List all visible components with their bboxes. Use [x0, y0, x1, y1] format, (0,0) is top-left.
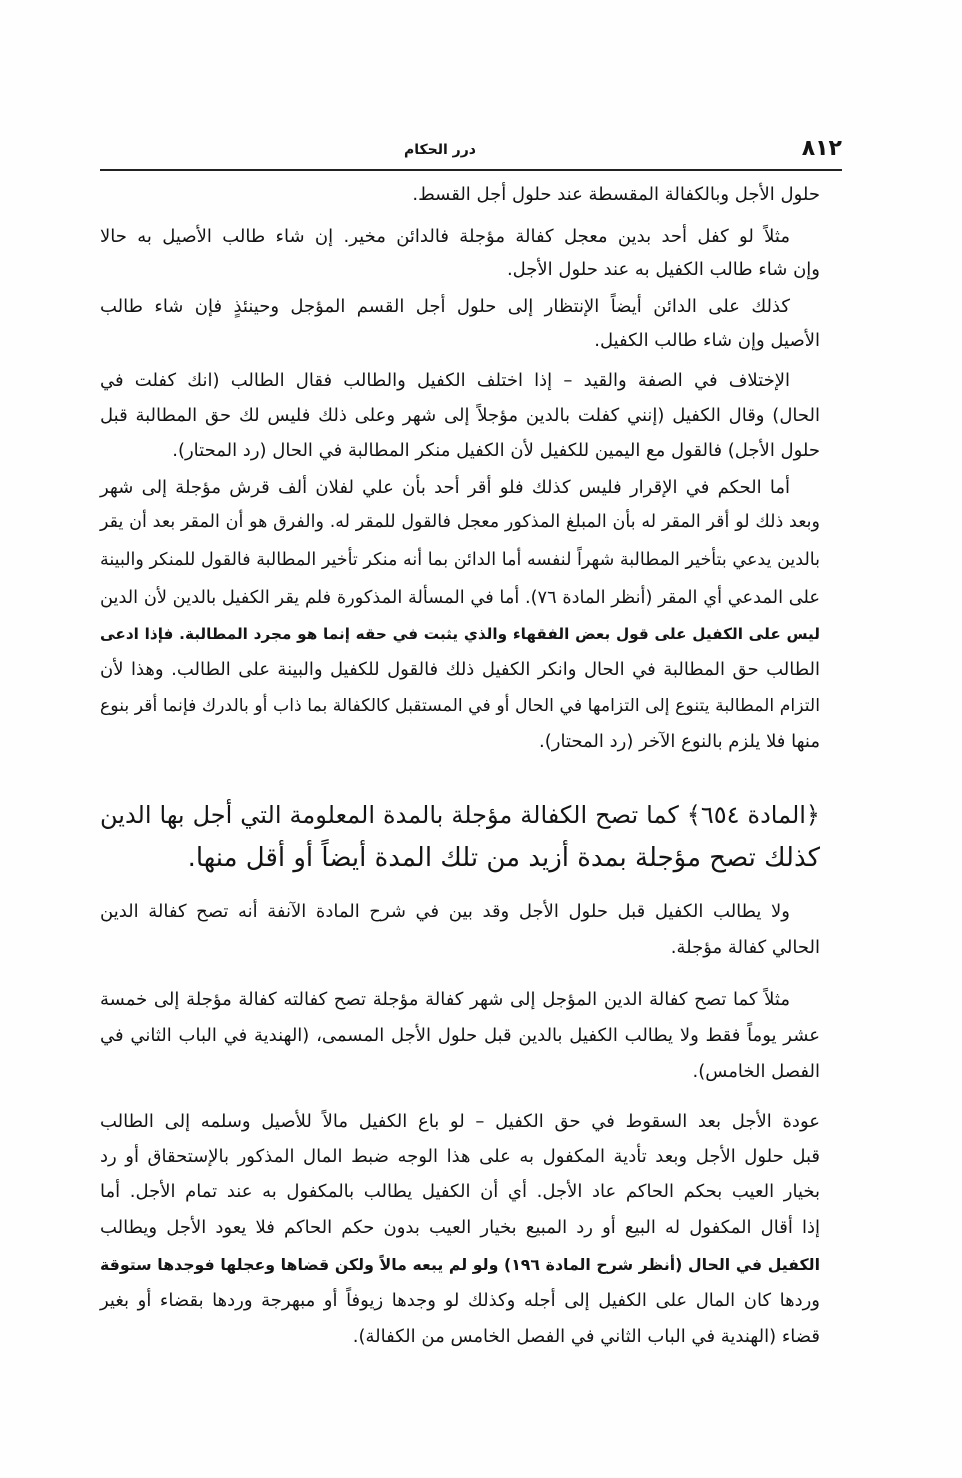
text-line: الطالب حق المطالبة في الحال وانكر الكفيل ذلك فالقول للكفيل والبينة على الطالب. وهذا لأن [100, 659, 820, 680]
text-line: على المدعي أي المقر (أنظر المادة ٧٦). أما في المسألة المذكورة فلم يقر الكفيل بالدين لأن الدين [100, 588, 820, 608]
running-title: درر الحكام [404, 142, 476, 158]
text-line: حلول الأجل وبالكفالة المقسطة عند حلول أجل القسط. [412, 184, 820, 205]
article-line: ﴿المادة ٦٥٤﴾ كما تصح الكفالة مؤجلة بالمدة المعلومة التي أجل بها الدين [100, 801, 820, 829]
text-line: وبعد ذلك لو أقر المقر له بأن المبلغ المذكور معجل فالقول للمقر له. والفرق هو أن المقر بعد أن يقر [100, 512, 820, 532]
text-line: منها فلا يلزم بالنوع الآخر (رد المحتار). [539, 731, 820, 752]
text-line: عودة الأجل بعد السقوط في حق الكفيل – لو باع الكفيل مالاً للأصيل وسلمه إلى الطالب [100, 1111, 820, 1132]
text-line: الحالي كفالة مؤجلة. [670, 937, 820, 958]
text-line: مثلاً لو كفل أحد بدين معجل كفالة مؤجلة فالدائن مخير. إن شاء طالب الأصيل به حالا [100, 226, 790, 247]
page-number: ٨١٢ [801, 136, 842, 161]
text-line: أما الحكم في الإقرار فليس كذلك فلو أقر أحد بأن علي لفلان ألف قرش مؤجلة إلى شهر [100, 477, 790, 498]
text-line: كذلك على الدائن أيضاً الإنتظار إلى حلول أجل القسم المؤجل وحينئذٍ فإن شاء طالب [100, 296, 790, 317]
text-line: ليس على الكفيل على قول بعض الفقهاء والذي يثبت في حقه إنما هو مجرد المطالبة. فإذا ادعى [100, 625, 820, 643]
text-line: قبل حلول الأجل وبعد تأدية المكفول به على هذا الوجه ضبط المال المذكور بالإستحقاق أو رد [100, 1146, 820, 1167]
text-line: الإختلاف في الصفة والقيد – إذا اختلف الكفيل والطالب فقال الطالب (انك كفلت في [100, 370, 790, 391]
page-body [100, 0, 820, 1478]
text-line: قضاء (الهندية في الباب الثاني في الفصل الخامس من الكفالة). [352, 1326, 820, 1347]
text-line: ولا يطالب الكفيل قبل حلول الأجل وقد بين في شرح المادة الآنفة أنه تصح كفالة الدين [100, 901, 790, 922]
text-line: التزام المطالبة يتنوع إلى التزامها في الحال أو في المستقبل كالكفالة بما ذاب أو بالدرك فإنما أقر بنوع [100, 696, 820, 716]
text-line: بخيار العيب بحكم الحاكم عاد الأجل. أي أن الكفيل يطالب بالمكفول به عند تمام الأجل. أما [100, 1181, 820, 1202]
text-line: الفصل الخامس). [692, 1061, 820, 1082]
text-line: الأصيل وإن شاء طالب الكفيل. [594, 330, 820, 351]
text-line: الكفيل في الحال (أنظر شرح المادة ١٩٦) ولو لم يبعه مالاً ولكن قضاها وعجلها فوجدها ستوقة [100, 1255, 820, 1274]
text-line: عشر يوماً فقط ولا يطالب الكفيل بالدين قبل حلول الأجل المسمى، (الهندية في الباب الثاني في [100, 1025, 820, 1046]
text-line: بالدين يدعي بتأخير المطالبة شهراً لنفسه أما الدائن بما أنه منكر تأخير المطالبة فالقول للمنكر والبينة [100, 550, 820, 570]
text-line: مثلاً كما تصح كفالة الدين المؤجل إلى شهر كفالة مؤجلة تصح كفالته كفالة مؤجلة إلى خمسة [100, 989, 790, 1010]
text-line: إذا أقال المكفول له البيع أو رد المبيع بخيار العيب بدون حكم الحاكم فلا يعود الأجل ويطالب [100, 1217, 820, 1238]
text-line: وردها كان المال على الكفيل إلى أجله وكذلك لو وجدها زيوفاً أو مبهرجة وردها بقضاء أو بغير [100, 1290, 820, 1311]
text-line: وإن شاء طالب الكفيل به عند حلول الأجل. [506, 259, 820, 280]
text-line: الحال) وقال الكفيل (إنني كفلت بالدين مؤجلاً إلى شهر وعلى ذلك فليس لك حق المطالبة قبل [100, 405, 820, 426]
text-line: حلول الأجل) فالقول مع اليمين للكفيل لأن الكفيل منكر المطالبة في الحال (رد المحتار). [172, 440, 820, 461]
article-line: كذلك تصح مؤجلة بمدة أزيد من تلك المدة أيضاً أو أقل منها. [187, 843, 820, 873]
